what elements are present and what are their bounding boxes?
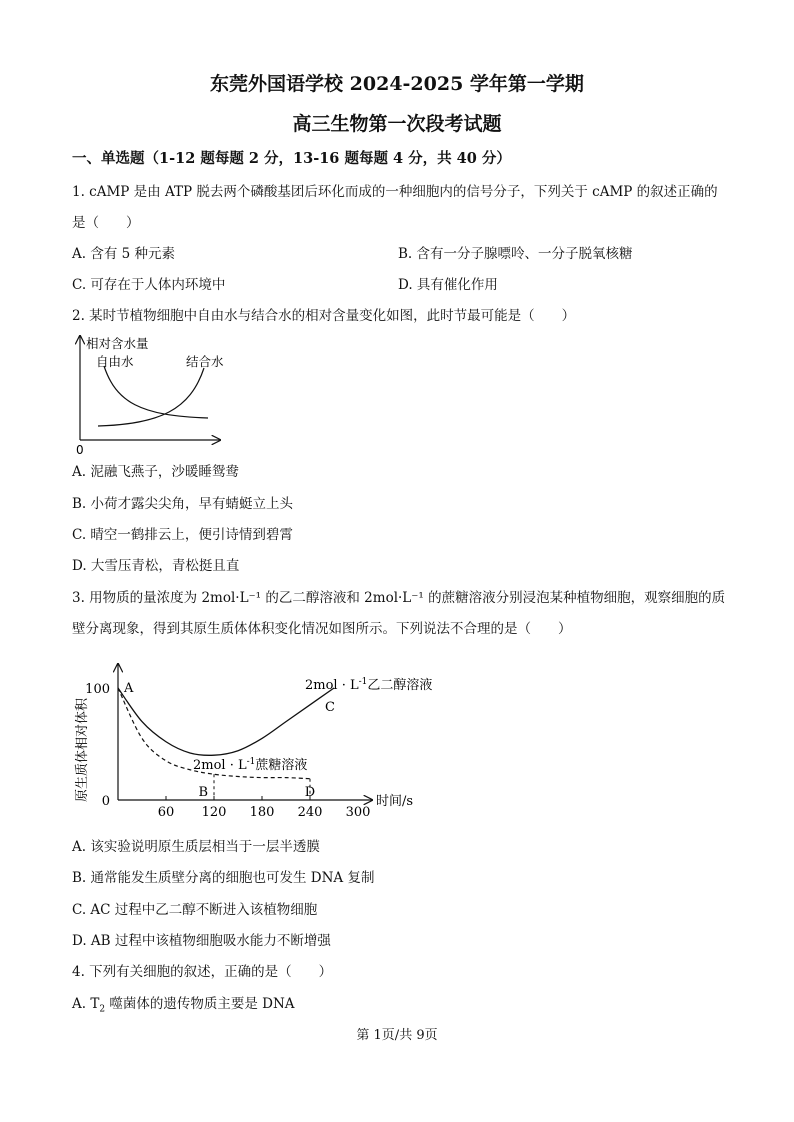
q1-option-c: C. 可存在于人体内环境中	[72, 277, 226, 293]
q2-option-b: B. 小荷才露尖尖角，早有蜻蜓立上头	[72, 496, 294, 512]
q3-point-label-a: A	[124, 681, 134, 696]
q3-y-tick-label: 100	[85, 682, 110, 697]
q1-option-a: A. 含有 5 种元素	[72, 246, 176, 262]
q3-series-label-sucrose-suffix: 蔗糖溶液	[255, 758, 308, 773]
q2-option-c: C. 晴空一鹤排云上，便引诗情到碧霄	[72, 527, 293, 543]
q3-x-tick-label: 120	[201, 805, 227, 820]
q2-y-axis-label: 相对含水量	[86, 336, 149, 351]
q1-option-d: D. 具有催化作用	[398, 277, 498, 293]
q3-x-tick-label: 180	[249, 805, 275, 820]
q3-option-c: C. AC 过程中乙二醇不断进入该植物细胞	[72, 902, 318, 918]
q3-series-label-sucrose-prefix: 2mol · L	[193, 758, 247, 773]
exam-title-line1: 东莞外国语学校 2024-2025 学年第一学期	[210, 73, 584, 95]
q1-option-b: B. 含有一分子腺嘌呤、一分子脱氧核糖	[398, 246, 633, 262]
q3-series-label-ethylene-glycol-suffix: 乙二醇溶液	[367, 678, 433, 693]
exam-title-line2: 高三生物第一次段考试题	[292, 113, 502, 135]
q3-point-label-c: C	[325, 699, 335, 715]
q3-point-label-b: B	[198, 785, 208, 800]
q3-series-label-ethylene-glycol	[305, 677, 432, 693]
q1-stem-line2: 是（ ）	[72, 215, 140, 231]
q3-y-tick-label: 0	[101, 794, 110, 809]
q3-series-label-ethylene-glycol-prefix: 2mol · L	[305, 678, 359, 693]
q2-label-bound-water: 结合水	[186, 354, 224, 369]
q3-protoplast-chart	[70, 650, 450, 825]
q1-stem-line1: 1. cAMP 是由 ATP 脱去两个磷酸基团后环化而成的一种细胞内的信号分子，下列关于 cAMP 的叙述正确的	[72, 184, 718, 200]
section-heading: 一、单选题（1-12 题每题 2 分，13-16 题每题 4 分，共 40 分）	[72, 150, 511, 167]
q3-y-axis-label: 原生质体相对体积	[75, 697, 90, 803]
q4-option-a-prefix: A. T	[72, 996, 100, 1012]
q2-water-chart	[70, 330, 240, 458]
q3-option-a: A. 该实验说明原生质层相当于一层半透膜	[72, 839, 320, 855]
q2-origin-label: 0	[76, 443, 84, 457]
q3-x-tick-label: 300	[345, 805, 371, 820]
q4-option-a-text: 噬菌体的遗传物质主要是 DNA	[105, 996, 295, 1012]
q3-stem-line1: 3. 用物质的量浓度为 2mol·L⁻¹ 的乙二醇溶液和 2mol·L⁻¹ 的蔗糖溶液分别浸泡某种植物细胞，观察细胞的质	[72, 590, 726, 606]
q2-option-d: D. 大雪压青松，青松挺且直	[72, 558, 240, 574]
q2-stem: 2. 某时节植物细胞中自由水与结合水的相对含量变化如图，此时节最可能是（ ）	[72, 308, 576, 324]
q2-label-free-water: 自由水	[96, 354, 134, 369]
q3-x-tick-label: 240	[297, 805, 323, 820]
q3-x-tick-label: 60	[157, 805, 175, 820]
q3-point-label-d: D	[304, 785, 316, 800]
q2-option-a: A. 泥融飞燕子，沙暖睡鸳鸯	[72, 464, 239, 480]
q3-option-b: B. 通常能发生质壁分离的细胞也可发生 DNA 复制	[72, 870, 375, 886]
q3-series-label-ethylene-glycol-sup: -1	[358, 677, 368, 687]
q3-series-label-sucrose-sup: -1	[246, 757, 256, 767]
q4-stem: 4. 下列有关细胞的叙述，正确的是（ ）	[72, 964, 333, 980]
q3-x-axis-label: 时间/s	[376, 794, 414, 809]
q4-option-a-subscript: 2	[99, 1004, 106, 1015]
q4-option-a	[72, 996, 295, 1018]
q3-series-label-sucrose	[193, 757, 307, 773]
q3-option-d: D. AB 过程中该植物细胞吸水能力不断增强	[72, 933, 331, 949]
page-footer: 第 1页/共 9页	[356, 1028, 438, 1043]
q3-stem-line2: 壁分离现象，得到其原生质体体积变化情况如图所示。下列说法不合理的是（ ）	[72, 621, 572, 637]
q3-series-ethylene-glycol	[118, 688, 334, 755]
